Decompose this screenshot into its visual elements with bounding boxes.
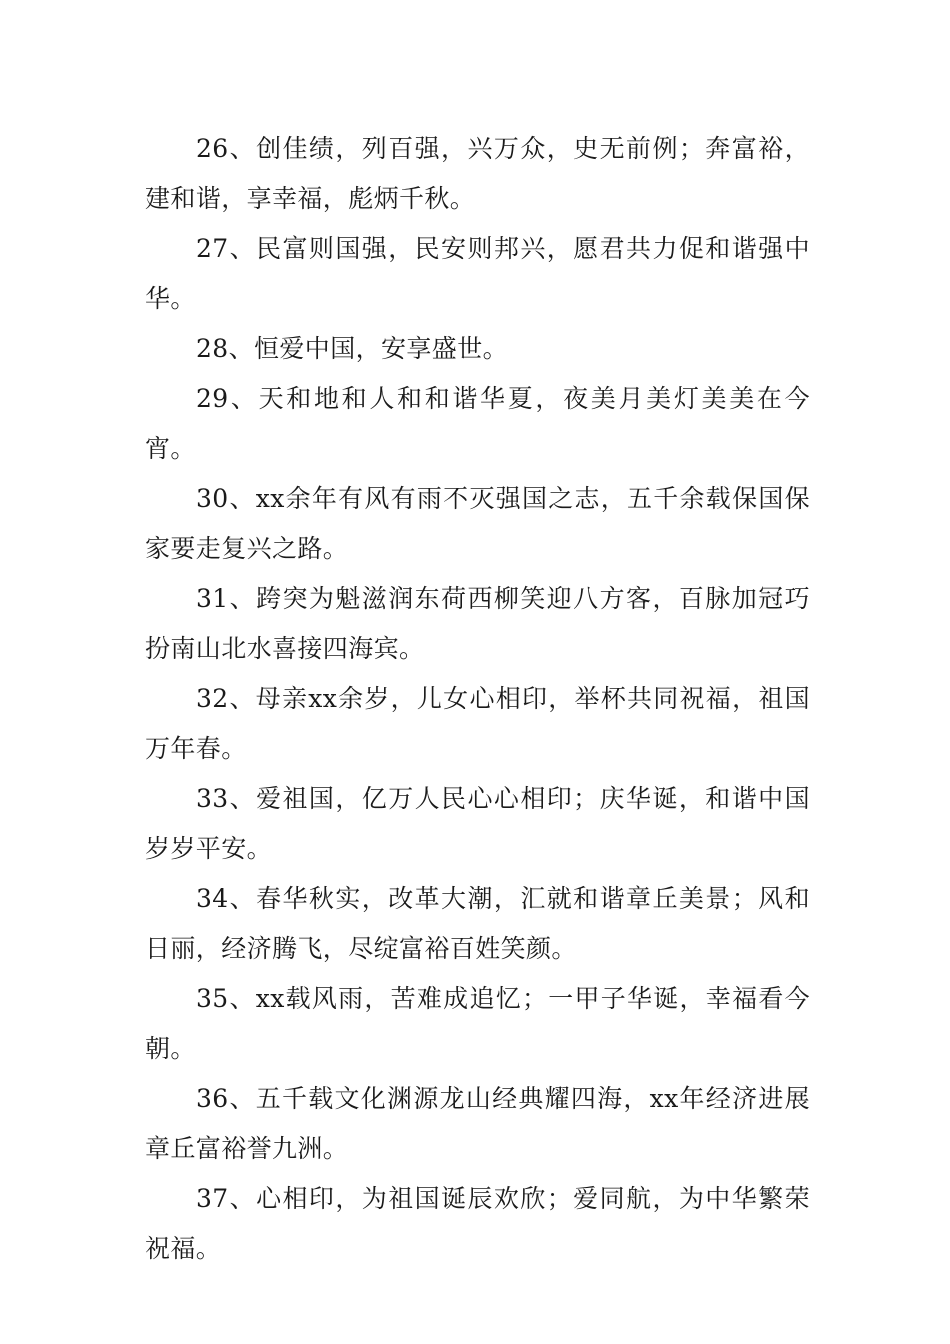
paragraph-34 [145, 874, 810, 974]
paragraph-33-line2: 岁岁平安。 [145, 834, 273, 863]
paragraph-29 [145, 374, 810, 474]
paragraph-36-line2: 章丘富裕誉九洲。 [145, 1134, 349, 1163]
paragraph-37-line1: 37、心相印，为祖国诞辰欢欣；爱同航，为中华繁荣 [196, 1184, 810, 1213]
paragraph-26-line1: 26、创佳绩，列百强，兴万众，史无前例；奔富裕， [196, 134, 810, 163]
paragraph-31-line2: 扮南山北水喜接四海宾。 [145, 634, 425, 663]
paragraph-27-line2: 华。 [145, 284, 196, 313]
paragraph-33 [145, 774, 810, 874]
paragraph-28-line1: 28、恒爱中国，安享盛世。 [196, 334, 509, 363]
paragraph-31 [145, 574, 810, 674]
paragraph-30 [145, 474, 810, 574]
paragraph-32-line2: 万年春。 [145, 734, 247, 763]
paragraph-34-line1: 34、春华秋实，改革大潮，汇就和谐章丘美景；风和 [196, 884, 810, 913]
paragraph-33-line1: 33、爱祖国，亿万人民心心相印；庆华诞，和谐中国 [196, 784, 810, 813]
paragraph-28 [145, 324, 810, 374]
document-body [145, 124, 810, 1274]
paragraph-27-line1: 27、民富则国强，民安则邦兴，愿君共力促和谐强中 [196, 234, 810, 263]
paragraph-35 [145, 974, 810, 1074]
paragraph-30-line1: 30、xx余年有风有雨不灭强国之志，五千余载保国保 [196, 484, 810, 513]
paragraph-30-line2: 家要走复兴之路。 [145, 534, 349, 563]
paragraph-32 [145, 674, 810, 774]
paragraph-27 [145, 224, 810, 324]
paragraph-31-line1: 31、跨突为魁滋润东荷西柳笑迎八方客，百脉加冠巧 [196, 584, 810, 613]
paragraph-37-line2: 祝福。 [145, 1234, 222, 1263]
paragraph-36 [145, 1074, 810, 1174]
paragraph-35-line2: 朝。 [145, 1034, 196, 1063]
paragraph-26 [145, 124, 810, 224]
paragraph-26-line2: 建和谐，享幸福，彪炳千秋。 [145, 184, 476, 213]
paragraph-34-line2: 日丽，经济腾飞，尽绽富裕百姓笑颜。 [145, 934, 577, 963]
paragraph-37 [145, 1174, 810, 1274]
paragraph-32-line1: 32、母亲xx余岁，儿女心相印，举杯共同祝福，祖国 [196, 684, 810, 713]
paragraph-36-line1: 36、五千载文化渊源龙山经典耀四海，xx年经济进展 [196, 1084, 810, 1113]
paragraph-29-line1: 29、天和地和人和和谐华夏，夜美月美灯美美在今宵。 [145, 384, 810, 463]
paragraph-35-line1: 35、xx载风雨，苦难成追忆；一甲子华诞，幸福看今 [196, 984, 810, 1013]
